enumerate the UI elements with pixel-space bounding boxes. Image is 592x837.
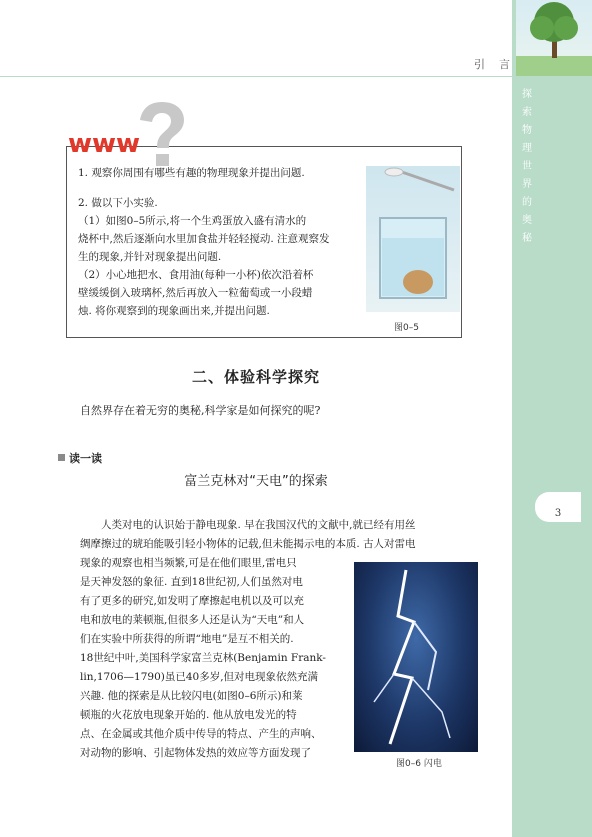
tree-thumbnail (516, 0, 592, 76)
activity-text (78, 164, 358, 320)
www-logo-text: www (68, 129, 141, 159)
body-line: 人类对电的认识始于静电现象. 早在我国汉代的文献中,就已经有用丝 (101, 519, 416, 531)
activity-item: 2. 做以下小实验. (78, 197, 158, 209)
body-line: lin,1706—1790)虽已40多岁,但对电现象依然充满 (80, 671, 319, 683)
chapter-label: 引言 (474, 58, 524, 71)
body-line: 有了更多的研究,如发明了摩擦起电机以及可以充 (80, 595, 304, 607)
vertical-chapter-title: 探索物理世界的奥秘 (522, 89, 532, 244)
read-label (58, 450, 102, 466)
section-intro: 自然界存在着无穷的奥秘,科学家是如何探究的呢? (80, 404, 321, 417)
read-label-text: 读一读 (69, 452, 102, 465)
header-rule (0, 76, 512, 77)
lightning-photo (354, 562, 478, 752)
square-bullet-icon (58, 454, 65, 461)
body-line: 现象的观察也相当频繁,可是在他们眼里,雷电只 (80, 557, 297, 569)
activity-item: 壁缓缓倒入玻璃杯,然后再放入一粒葡萄或一小段蜡 (78, 287, 313, 299)
body-line: 18世纪中叶,美国科学家富兰克林(Benjamin Frank- (80, 652, 326, 664)
article-title: 富兰克林对“天电”的探索 (184, 474, 328, 489)
body-line: 是天神发怒的象征. 直到18世纪初,人们虽然对电 (80, 576, 303, 588)
body-line: 们在实验中所获得的所谓“地电”是互不相关的. (80, 633, 294, 645)
activity-item: 烧杯中,然后逐渐向水里加食盐并轻轻搅动. 注意观察发 (78, 233, 330, 245)
figure-caption: 图0–6 闪电 (396, 759, 442, 769)
body-line: 点、在金属或其他介质中传导的特点、产生的声响、 (80, 728, 322, 740)
body-line: 电和放电的莱顿瓶,但很多人还是认为“天电”和人 (80, 614, 305, 626)
activity-item: 1. 观察你周围有哪些有趣的物理现象并提出问题. (78, 167, 305, 179)
body-line: 绸摩擦过的琥珀能吸引轻小物体的记载,但未能揭示电的本质. 古人对雷电 (80, 538, 416, 550)
body-line: 顿瓶的火花放电现象开始的. 他从放电发光的特 (80, 709, 297, 721)
beaker-egg-photo (366, 166, 460, 312)
body-line: 对动物的影响、引起物体发热的效应等方面发现了 (80, 747, 311, 759)
activity-item: 烛. 将你观察到的现象画出来,并提出问题. (78, 305, 270, 317)
activity-item: （1）如图0–5所示,将一个生鸡蛋放入盛有清水的 (78, 215, 307, 227)
activity-item: （2）小心地把水、食用油(每种一小杯)依次沿着杯 (78, 269, 314, 281)
body-line: 兴趣. 他的探索是从比较闪电(如图0–6所示)和莱 (80, 690, 303, 702)
section-title: 二、体验科学探究 (191, 368, 320, 386)
figure-caption: 图0–5 (394, 323, 419, 333)
page-number: 3 (554, 508, 562, 519)
activity-item: 生的现象,并针对现象提出问题. (78, 251, 222, 263)
